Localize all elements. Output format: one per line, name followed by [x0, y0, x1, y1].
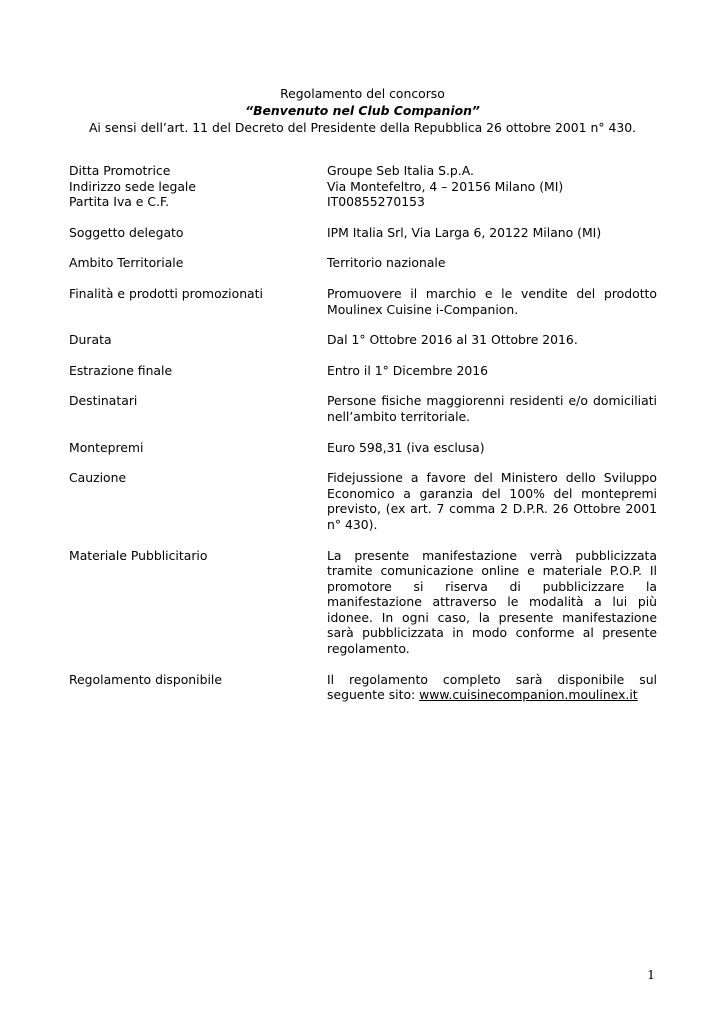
- row-ditta-promotrice: [69, 163, 657, 179]
- label-destinatari: Destinatari: [69, 393, 138, 409]
- row-destinatari: [69, 393, 657, 424]
- value-materiale-pubblicitario: La presente manifestazione verrà pubblicizzata tramite comunicazione online e materiale P.O.P. Il promotore si riserva di pubblicizzare la manifestazione attraverso le modalità a lui più idonee. In ogni caso, la presente manifestazione sarà pubblicizzata in modo conforme al presente regolamento.: [327, 547, 657, 657]
- label-finalita: Finalità e prodotti promozionati: [69, 285, 263, 301]
- label-ditta-promotrice: Ditta Promotrice: [69, 163, 171, 178]
- value-partita-iva: IT00855270153: [327, 194, 425, 210]
- row-regolamento-disponibile: [69, 672, 657, 703]
- row-finalita: [69, 286, 657, 317]
- label-soggetto-delegato: Soggetto delegato: [69, 224, 184, 240]
- row-estrazione-finale: [69, 363, 657, 379]
- label-ambito-territoriale: Ambito Territoriale: [69, 255, 184, 271]
- label-indirizzo-sede: Indirizzo sede legale: [69, 178, 196, 194]
- value-montepremi: Euro 598,31 (iva esclusa): [327, 439, 485, 455]
- value-finalita: Promuovere il marchio e le vendite del prodotto Moulinex Cuisine i-Companion.: [327, 285, 657, 317]
- row-materiale-pubblicitario: [69, 548, 657, 657]
- row-cauzione: [69, 470, 657, 532]
- value-ambito-territoriale: Territorio nazionale: [327, 255, 446, 271]
- page-number: 1: [647, 967, 655, 982]
- label-materiale-pubblicitario: Materiale Pubblicitario: [69, 547, 208, 563]
- label-montepremi: Montepremi: [69, 439, 144, 455]
- regulation-table: [69, 163, 657, 703]
- value-indirizzo-sede: Via Montefeltro, 4 – 20156 Milano (MI): [327, 178, 564, 194]
- row-ambito-territoriale: [69, 255, 657, 271]
- value-cauzione: Fidejussione a favore del Ministero dello Sviluppo Economico a garanzia del 100% del montepremi previsto, (ex art. 7 comma 2 D.P.R. 26 Ottobre 2001 n° 430).: [327, 470, 657, 532]
- header-legal-reference: Ai sensi dell’art. 11 del Decreto del Presidente della Repubblica 26 ottobre 2001 n° 430.: [88, 120, 637, 135]
- regolamento-website-link[interactable]: www.cuisinecompanion.moulinex.it: [419, 687, 638, 703]
- label-cauzione: Cauzione: [69, 470, 127, 486]
- value-ditta-promotrice: Groupe Seb Italia S.p.A.: [327, 163, 474, 178]
- value-destinatari: Persone fisiche maggiorenni residenti e/o domiciliati nell’ambito territoriale.: [327, 393, 657, 424]
- label-estrazione-finale: Estrazione finale: [69, 362, 173, 378]
- label-durata: Durata: [69, 332, 112, 348]
- document-header: [0, 85, 725, 136]
- value-regolamento-disponibile: [327, 672, 657, 703]
- row-indirizzo-sede: [69, 179, 657, 195]
- value-durata: Dal 1° Ottobre 2016 al 31 Ottobre 2016.: [327, 332, 578, 348]
- label-partita-iva: Partita Iva e C.F.: [69, 194, 170, 210]
- value-soggetto-delegato: IPM Italia Srl, Via Larga 6, 20122 Milano (MI): [327, 224, 602, 240]
- row-partita-iva: [69, 194, 657, 210]
- row-montepremi: [69, 440, 657, 456]
- row-soggetto-delegato: [69, 225, 657, 241]
- row-durata: [69, 332, 657, 348]
- regolamento-text: Il regolamento completo sarà disponibile sul seguente sito:: [327, 671, 657, 703]
- contest-title: “Benvenuto nel Club Companion”: [245, 103, 480, 118]
- header-line-1: Regolamento del concorso: [280, 86, 445, 101]
- value-estrazione-finale: Entro il 1° Dicembre 2016: [327, 362, 488, 378]
- label-regolamento-disponibile: Regolamento disponibile: [69, 671, 222, 687]
